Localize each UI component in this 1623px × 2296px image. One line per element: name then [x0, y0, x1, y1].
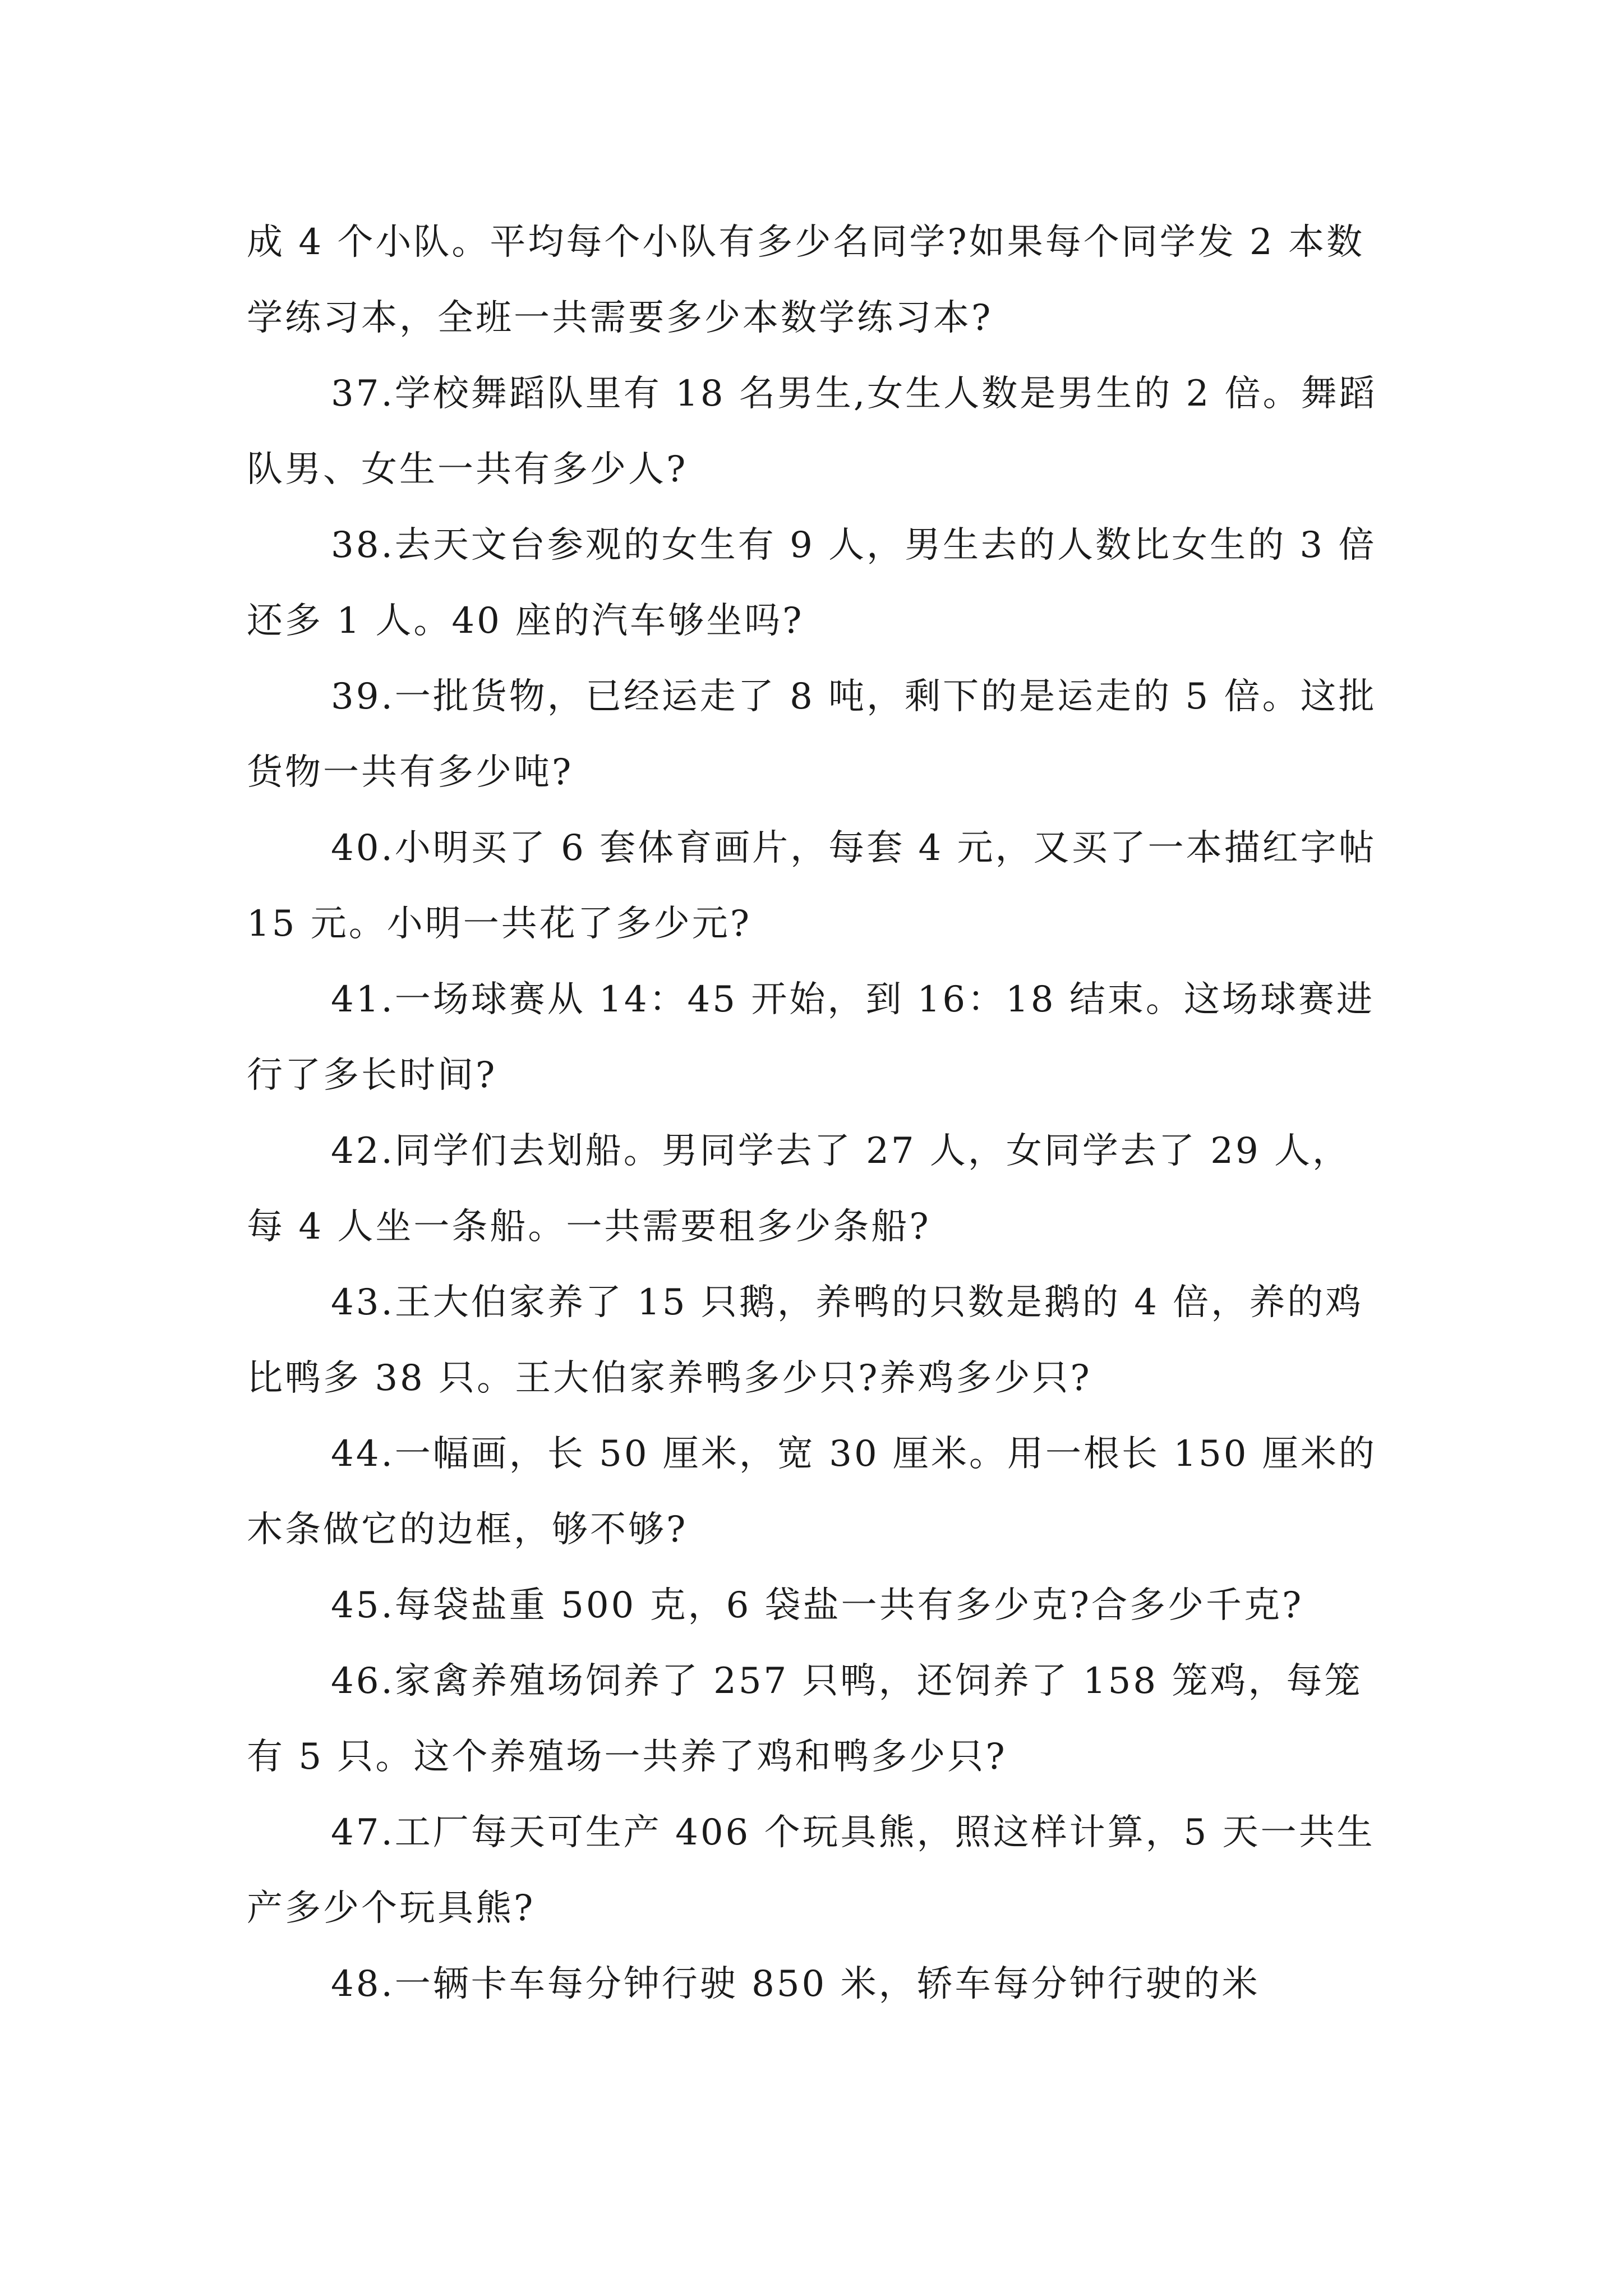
problem-40: 40.小明买了 6 套体育画片，每套 4 元，又买了一本描红字帖 15 元。小明一共花了多少元? [247, 827, 1377, 945]
problem-48: 48.一辆卡车每分钟行驶 850 米，轿车每分钟行驶的米 [331, 1963, 1260, 2005]
problem-43: 43.王大伯家养了 15 只鹅，养鸭的只数是鹅的 4 倍，养的鸡比鸭多 38 只。王大伯家养鸭多少只?养鸡多少只? [247, 1282, 1364, 1399]
problem-38: 38.去天文台参观的女生有 9 人，男生去的人数比女生的 3 倍还多 1 人。40 座的汽车够坐吗? [247, 524, 1377, 642]
paragraph-36-continued: 成 4 个小队。平均每个小队有多少名同学?如果每个同学发 2 本数学练习本，全班一共需要多少本数学练习本? [247, 222, 1365, 339]
problem-46: 46.家禽养殖场饲养了 257 只鸭，还饲养了 158 笼鸡，每笼有 5 只。这个养殖场一共养了鸡和鸭多少只? [247, 1660, 1363, 1778]
problem-41: 41.一场球赛从 14：45 开始，到 16：18 结束。这场球赛进行了多长时间? [247, 979, 1375, 1096]
problem-45: 45.每袋盐重 500 克，6 袋盐一共有多少克?合多少千克? [331, 1585, 1304, 1626]
problem-47: 47.工厂每天可生产 406 个玩具熊，照这样计算，5 天一共生产多少个玩具熊? [247, 1812, 1375, 1929]
problem-39: 39.一批货物，已经运走了 8 吨，剩下的是运走的 5 倍。这批货物一共有多少吨? [247, 676, 1377, 793]
problem-44: 44.一幅画，长 50 厘米，宽 30 厘米。用一根长 150 厘米的木条做它的边框，够不够? [247, 1433, 1377, 1550]
problem-42: 42.同学们去划船。男同学去了 27 人，女同学去了 29 人，每 4 人坐一条船。一共需要租多少条船? [247, 1130, 1351, 1248]
problem-37: 37.学校舞蹈队里有 18 名男生,女生人数是男生的 2 倍。舞蹈队男、女生一共有多少人? [247, 373, 1377, 490]
document-body [247, 205, 1388, 2022]
